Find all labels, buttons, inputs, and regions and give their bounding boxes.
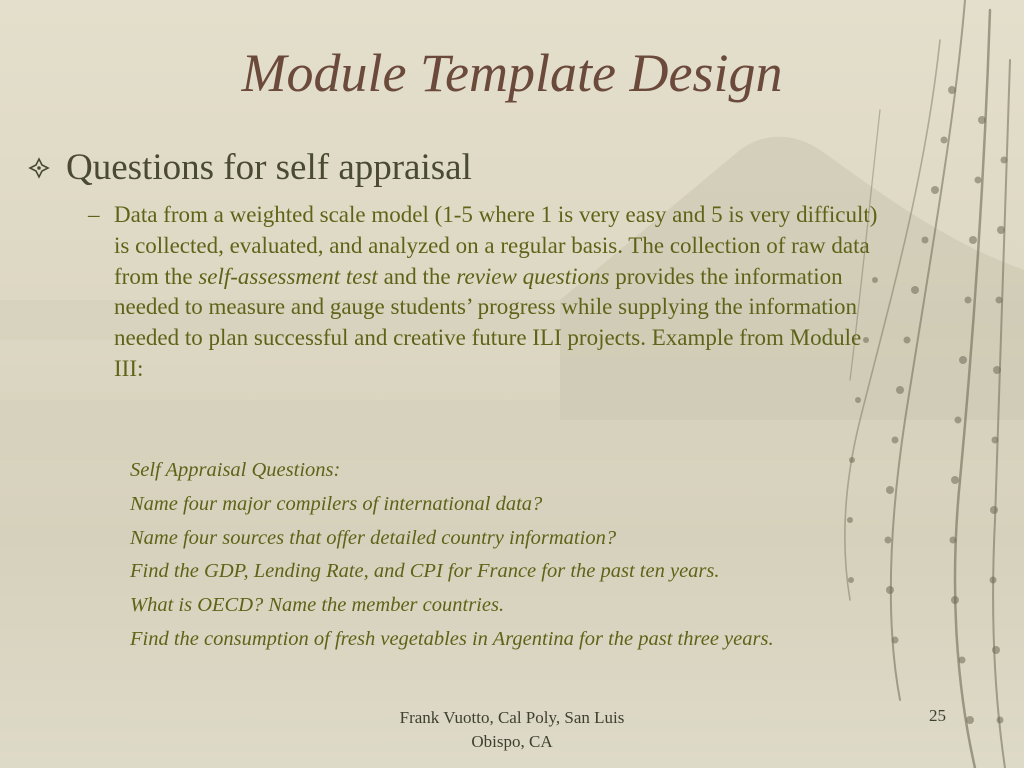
review-questions-emphasis: review questions — [456, 263, 610, 289]
question-item: What is OECD? Name the member countries. — [130, 594, 505, 617]
question-item: Name four major compilers of international data? — [130, 492, 543, 515]
sub-bullet-text-part1: Data from a weighted scale model (1-5 where 1 is very easy and 5 is very difficult) is collected, evaluated, and analyzed on a regular basis. The collection of raw data from the — [114, 202, 878, 289]
slide-footer: Frank Vuotto, Cal Poly, San Luis Obispo, CA — [399, 708, 625, 751]
questions-heading: Self Appraisal Questions: — [130, 459, 341, 481]
sub-bullet-dash: – — [88, 202, 100, 227]
bullet-item — [28, 146, 472, 189]
sub-bullet-item — [88, 200, 878, 385]
sub-bullet-text — [114, 200, 878, 385]
sub-bullet-text-part3: provides the information needed to measure and gauge students’ progress while supplying the information needed to plan successful and creative future ILI projects. Example from Module III: — [114, 263, 862, 381]
question-item: Find the GDP, Lending Rate, and CPI for France for the past ten years. — [130, 560, 720, 583]
self-assessment-emphasis: self-assessment test — [198, 263, 378, 289]
bullet-label: Questions for self appraisal — [66, 147, 472, 188]
question-item: Name four sources that offer detailed country information? — [130, 526, 617, 549]
appraisal-questions — [130, 456, 890, 659]
question-item: Find the consumption of fresh vegetables in Argentina for the past three years. — [130, 627, 774, 650]
sub-bullet-text-part2: and the — [377, 263, 457, 289]
horizon-band-lower — [0, 400, 1024, 460]
diamond-bullet-icon — [28, 157, 50, 179]
slide-title: Module Template Design — [241, 43, 783, 103]
slide-page-number: 25 — [929, 706, 946, 725]
